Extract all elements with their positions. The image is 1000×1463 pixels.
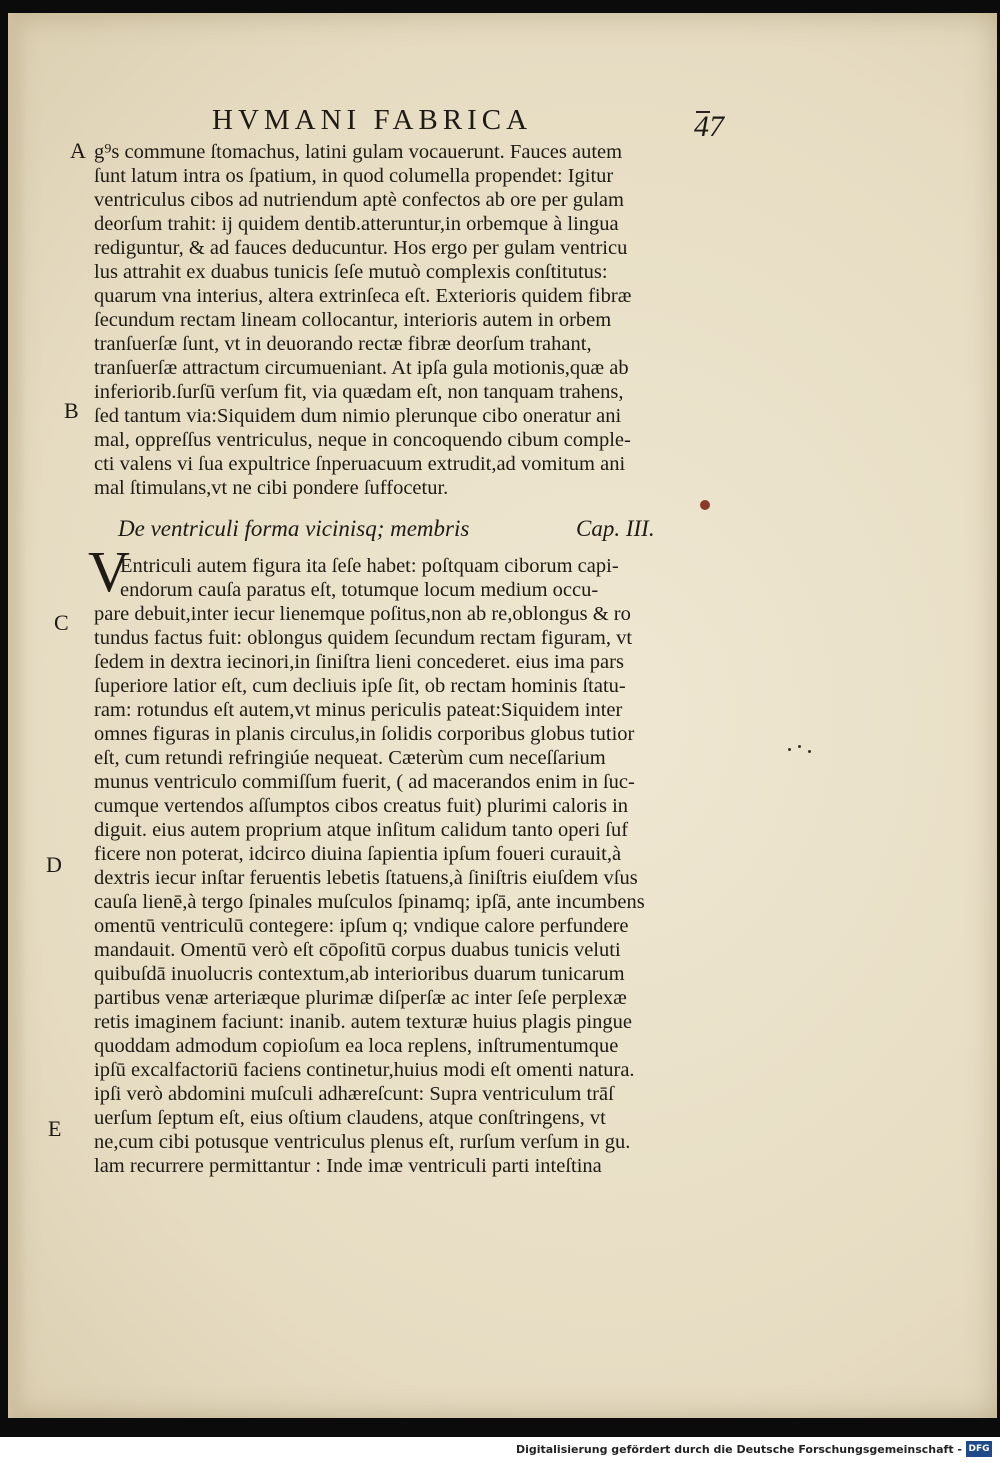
text-line: tranſuerſæ attractum circumueniant. At ipſa gula motionis,quæ ab: [94, 357, 629, 379]
margin-letter-a: A: [70, 138, 86, 163]
text-line: ficere non poterat, idcirco diuina ſapientia ipſum foueri curauit,à: [94, 843, 622, 865]
text-line: ſecundum rectam lineam collocantur, interioris autem in orbem: [94, 309, 612, 331]
text-line: omentū ventriculū contegere: ipſum q; vndique calore perfundere: [94, 915, 629, 937]
text-line: quibuſdā inuolucris contextum,ab interioribus duarum tunicarum: [94, 963, 625, 985]
speck: [798, 745, 801, 748]
text-line: deorſum trahit: ij quidem dentib.atteruntur,in orbemque à lingua: [94, 213, 619, 235]
text-line: partibus venæ arteriæque plurimæ diſperſæ ac inter ſeſe perplexæ: [94, 987, 627, 1009]
speck: [808, 750, 811, 753]
text-line: pare debuit,inter iecur lienemque poſitus,non ab re,oblongus & ro: [94, 603, 631, 625]
text-line: rediguntur, & ad fauces deducuntur. Hos ergo per gulam ventricu: [94, 237, 628, 259]
text-line: ſed tantum via:Siquidem dum nimio plerunque cibo oneratur ani: [94, 405, 622, 427]
section-title: De ventriculi forma vicinisq; membris: [118, 516, 470, 541]
text-line: diguit. eius autem proprium atque inſitum calidum tanto operi ſuf: [94, 819, 629, 841]
margin-letter-b: B: [64, 398, 79, 423]
margin-letter-c: C: [54, 610, 69, 635]
text-line: ventriculus cibos ad nutriendum aptè confectos ab ore per gulam: [94, 189, 624, 211]
text-line: endorum cauſa paratus eſt, totumque locum medium occu-: [120, 579, 599, 601]
drop-initial: V: [88, 539, 130, 604]
text-line: cumque vertendos aſſumptos cibos creatus fuit) plurimi caloris in: [94, 795, 629, 817]
page-gutter-shadow: [8, 13, 26, 1418]
text-line: lam recurrere permittantur : Inde imæ ventriculi parti inteſtina: [94, 1155, 602, 1177]
text-line: ipſū excalfactoriū faciens continetur,huius modi eſt omenti natura.: [94, 1059, 635, 1081]
text-line: ipſi verò abdomini muſculi adhæreſcunt: Supra ventriculum trāſ: [94, 1083, 614, 1105]
text-line: ſedem in dextra iecinori,in ſiniſtra lieni concederet. eius ima pars: [94, 651, 624, 673]
text-line: ne,cum cibi potusque ventriculus plenus eſt, rurſum verſum in gu.: [94, 1131, 631, 1153]
text-line: ram: rotundus eſt autem,vt minus periculis pateat:Siquidem inter: [94, 699, 623, 721]
text-line: cti valens vi ſua expultrice ſnperuacuum extrudit,ad vomitum ani: [94, 453, 626, 475]
chapter-number: Cap. III.: [576, 516, 655, 541]
speck: [788, 748, 791, 751]
text-line: ſuperiore latior eſt, cum decliuis ipſe ſit, ob rectam hominis ſtatu-: [94, 675, 626, 697]
dfg-logo: DFG: [966, 1441, 992, 1457]
text-line: tranſuerſæ ſunt, vt in deuorando rectæ fibræ deorſum trahant,: [94, 333, 592, 355]
text-line: cauſa lienē,à tergo ſpinales muſculos ſpinamq; ipſā, ante incumbens: [94, 891, 645, 913]
text-line: mandauit. Omentū verò eſt cōpoſitū corpus duabus tunicis veluti: [94, 939, 621, 961]
margin-letter-e: E: [48, 1116, 62, 1141]
text-line: quarum vna interius, altera extrinſeca eſt. Exterioris quidem fibræ: [94, 285, 632, 307]
text-line: uerſum ſeptum eſt, eius oſtium claudens, atque conſtringens, vt: [94, 1107, 606, 1129]
text-line: tundus factus fuit: oblongus quidem ſecundum rectam figuram, vt: [94, 627, 633, 649]
text-line: ſunt latum intra os ſpatium, in quod columella propendet: Igitur: [94, 165, 614, 187]
text-line: dextris iecur inſtar feruentis lebetis ſtatuens,à ſiniſtris eiuſdem vſus: [94, 867, 638, 889]
text-line: g⁹s commune ſtomachus, latini gulam vocauerunt. Fauces autem: [94, 141, 623, 163]
running-head: HVMANI FABRICA: [212, 104, 533, 136]
page-number: 47: [694, 110, 724, 143]
margin-letter-d: D: [46, 852, 62, 877]
text-line: mal, oppreſſus ventriculus, neque in concoquendo cibum comple-: [94, 429, 631, 451]
ink-blot: [700, 500, 710, 510]
text-line: munus ventriculo commiſſum fuerit, ( ad macerandos enim in ſuc-: [94, 771, 635, 793]
text-line: eſt, cum retundi refringiúe nequeat. Cæterùm cum neceſſarium: [94, 747, 606, 769]
text-line: lus attrahit ex duabus tunicis ſeſe mutuò complexis conſtitutus:: [94, 261, 608, 283]
text-line: retis imaginem faciunt: inanib. autem texturæ huius plagis pingue: [94, 1011, 633, 1033]
text-line: mal ſtimulans,vt ne cibi pondere ſuffocetur.: [94, 477, 449, 499]
section-heading: [118, 516, 678, 546]
text-line: omnes figuras in planis circulus,in ſolidis corporibus globus tutior: [94, 723, 635, 745]
text-line: Entriculi autem figura ita ſeſe habet: poſtquam ciborum capi-: [120, 555, 619, 577]
ink-specks: [788, 745, 814, 753]
text-line: inferiorib.ſurſū verſum fit, via quædam eſt, non tanquam trahens,: [94, 381, 624, 403]
footer-credit: Digitalisierung gefördert durch die Deutsche Forschungsgemeinschaft -: [515, 1443, 962, 1456]
text-line: quoddam admodum copioſum ea loca replens, inſtrumentumque: [94, 1035, 619, 1057]
